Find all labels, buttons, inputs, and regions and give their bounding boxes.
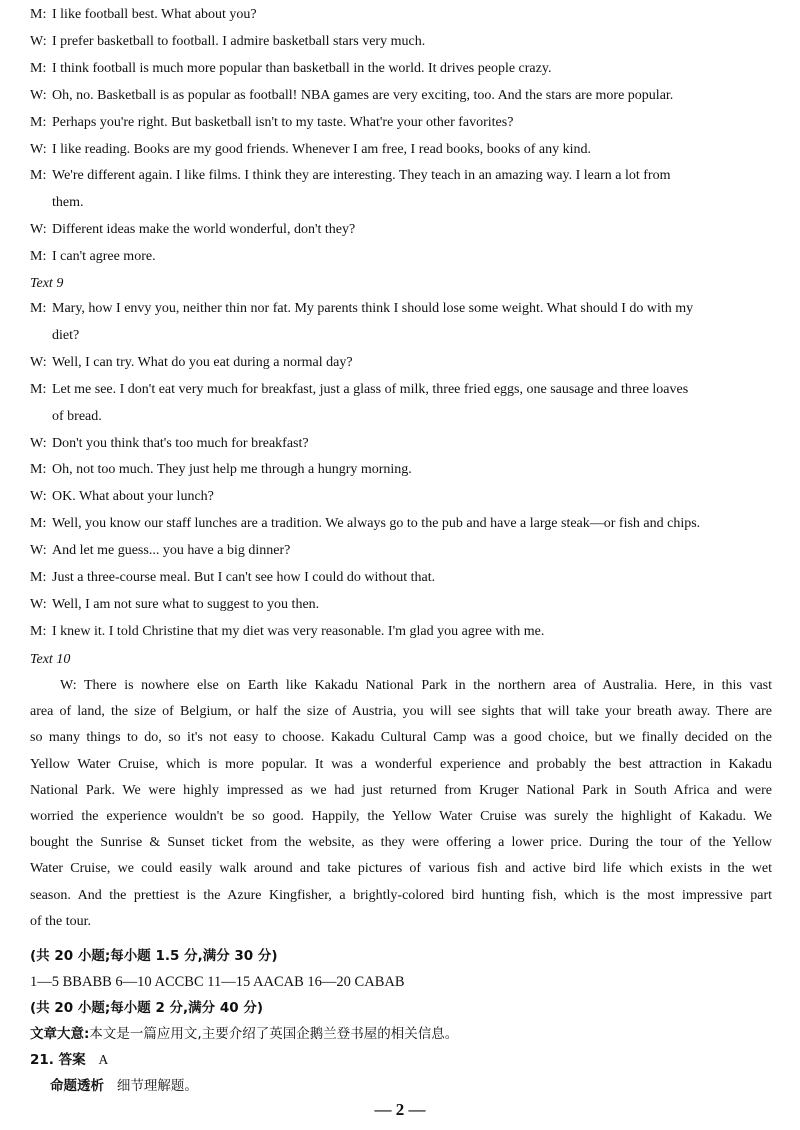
dialogue-text: Well, I can try. What do you eat during a normal day? bbox=[52, 354, 353, 370]
q21-label: 21. 答案 bbox=[30, 1052, 86, 1068]
dialogue-text: I think football is much more popular than basketball in the world. It drives people crazy. bbox=[52, 60, 552, 76]
paragraph-line: W: There is nowhere else on Earth like Kakadu National Park in the northern area of Australia. Here, in this vast bbox=[60, 678, 772, 693]
analysis-text: 细节理解题。 bbox=[116, 1078, 198, 1094]
dialogue-line bbox=[30, 86, 772, 106]
dialogue-line bbox=[52, 407, 772, 427]
question-21-answer bbox=[30, 1050, 772, 1070]
dialogue-line bbox=[52, 193, 772, 213]
speaker-label: M: bbox=[30, 570, 47, 585]
speaker-label: M: bbox=[30, 462, 47, 478]
dialogue-text: I can't agree more. bbox=[52, 249, 156, 265]
dialogue-line bbox=[30, 220, 772, 240]
speaker-label: M: bbox=[30, 168, 47, 184]
dialogue-line bbox=[30, 434, 772, 454]
speaker-label: M: bbox=[30, 249, 47, 265]
speaker-label: M: bbox=[30, 623, 47, 639]
speaker-label: W: bbox=[30, 354, 47, 370]
paragraph-line: Yellow Water Cruise, which is more popular. It was a wonderful experience and probably the best attraction in Kakadu bbox=[30, 756, 772, 772]
dialogue-line bbox=[30, 59, 772, 79]
speaker-label: M: bbox=[30, 301, 47, 316]
dialogue-text: We're different again. I like films. I think they are interesting. They teach in an amazing way. I learn a lot from bbox=[52, 168, 671, 184]
dialogue-text: I prefer basketball to football. I admire basketball stars very much. bbox=[52, 33, 426, 49]
paragraph-line: Water Cruise, we could easily walk around and take pictures of various fish and active bird life which exists in the wet bbox=[30, 861, 772, 877]
text10-label: Text 10 bbox=[30, 652, 71, 667]
dialogue-line bbox=[30, 622, 772, 642]
dialogue-line bbox=[30, 487, 772, 507]
section2-header: (共 20 小题;每小题 2 分,满分 40 分) bbox=[30, 1000, 264, 1016]
question-21-analysis bbox=[50, 1076, 800, 1096]
speaker-label: M: bbox=[30, 7, 47, 22]
dialogue-line bbox=[30, 353, 772, 373]
dialogue-line bbox=[30, 568, 772, 588]
dialogue-line bbox=[52, 326, 772, 346]
article-summary bbox=[30, 1024, 772, 1044]
speaker-label: M: bbox=[30, 381, 47, 397]
analysis-label: 命题透析 bbox=[50, 1078, 104, 1094]
dialogue-line bbox=[30, 166, 772, 186]
dialogue-text: Oh, not too much. They just help me through a hungry morning. bbox=[52, 462, 412, 478]
dialogue-text: Well, you know our staff lunches are a tradition. We always go to the pub and have a large steak—or fish and chips. bbox=[52, 516, 701, 532]
paragraph-line: worried the experience wouldn't be so good. Happily, the Yellow Water Cruise was surely the highlight of Kakadu. We bbox=[30, 809, 772, 824]
dialogue-line bbox=[30, 460, 772, 480]
dialogue-line bbox=[30, 541, 772, 561]
speaker-label: W: bbox=[30, 222, 47, 238]
dialogue-line bbox=[30, 140, 772, 160]
dialogue-line bbox=[30, 299, 772, 319]
dialogue-text: Well, I am not sure what to suggest to you then. bbox=[52, 596, 320, 612]
dialogue-text: OK. What about your lunch? bbox=[52, 489, 214, 505]
dialogue-text: And let me guess... you have a big dinner? bbox=[52, 543, 291, 559]
section1-header: (共 20 小题;每小题 1.5 分,满分 30 分) bbox=[30, 948, 278, 964]
paragraph-line: National Park. We were highly impressed as we had just returned from Kruger National Park in South Africa and were bbox=[30, 782, 772, 798]
speaker-label: W: bbox=[30, 141, 47, 157]
dialogue-text: Different ideas make the world wonderful, don't they? bbox=[52, 222, 356, 238]
speaker-label: W: bbox=[30, 33, 47, 49]
paragraph-line: season. And the prettiest is the Azure Kingfisher, a brightly-colored bird hunting fish, which is the most impressive part bbox=[30, 887, 772, 903]
text9-label: Text 9 bbox=[30, 276, 64, 291]
speaker-label: M: bbox=[30, 60, 47, 76]
paragraph-line: of the tour. bbox=[30, 913, 92, 929]
speaker-label: W: bbox=[30, 489, 47, 505]
dialogue-line bbox=[30, 32, 772, 52]
speaker-label: W: bbox=[30, 543, 47, 559]
dialogue-text: Oh, no. Basketball is as popular as football! NBA games are very exciting, too. And the stars are more popular. bbox=[52, 87, 674, 103]
dialogue-line bbox=[30, 113, 772, 133]
speaker-label: W: bbox=[30, 596, 47, 612]
speaker-label: M: bbox=[30, 114, 47, 130]
paragraph-line: bought the Sunrise & Sunset ticket from the website, as they were offering a lower price. During the tour of the Yellow bbox=[30, 835, 772, 851]
summary-label: 文章大意: bbox=[30, 1026, 90, 1042]
dialogue-line bbox=[30, 595, 772, 615]
dialogue-text: Perhaps you're right. But basketball isn't to my taste. What're your other favorites? bbox=[52, 114, 514, 130]
answer-key-1-20: 1—5 BBABB 6—10 ACCBC 11—15 AACAB 16—20 CABAB bbox=[30, 974, 405, 990]
dialogue-text: diet? bbox=[52, 327, 80, 343]
speaker-label: W: bbox=[30, 87, 47, 103]
summary-text: 本文是一篇应用文,主要介绍了英国企鹅兰登书屋的相关信息。 bbox=[89, 1026, 459, 1042]
paragraph-line: area of land, the size of Belgium, or half the size of Austria, you will see sights that will take your breath away. There are bbox=[30, 704, 772, 720]
speaker-label: M: bbox=[30, 516, 47, 532]
dialogue-line bbox=[30, 247, 772, 267]
paragraph-line: so many things to do, so it's not easy to choose. Kakadu Cultural Camp was a good choice, but we finally decided on the bbox=[30, 730, 772, 746]
dialogue-line bbox=[30, 380, 772, 400]
dialogue-line bbox=[30, 5, 772, 25]
speaker-label: W: bbox=[30, 435, 47, 451]
dialogue-text: of bread. bbox=[52, 408, 102, 424]
dialogue-text: them. bbox=[52, 195, 84, 211]
dialogue-line bbox=[30, 514, 772, 534]
dialogue-text: I like reading. Books are my good friends. Whenever I am free, I read books, books of any kind. bbox=[52, 141, 591, 157]
dialogue-text: Just a three-course meal. But I can't see how I could do without that. bbox=[52, 570, 436, 585]
dialogue-text: Mary, how I envy you, neither thin nor fat. My parents think I should lose some weight. What should I do with my bbox=[52, 301, 694, 316]
dialogue-text: Let me see. I don't eat very much for breakfast, just a glass of milk, three fried eggs, one sausage and three loaves bbox=[52, 381, 689, 397]
q21-answer: A bbox=[98, 1052, 109, 1067]
dialogue-text: Don't you think that's too much for breakfast? bbox=[52, 435, 309, 451]
page-number: — 2 — bbox=[374, 1100, 426, 1119]
dialogue-text: I like football best. What about you? bbox=[52, 7, 257, 22]
dialogue-text: I knew it. I told Christine that my diet was very reasonable. I'm glad you agree with me. bbox=[52, 623, 545, 639]
